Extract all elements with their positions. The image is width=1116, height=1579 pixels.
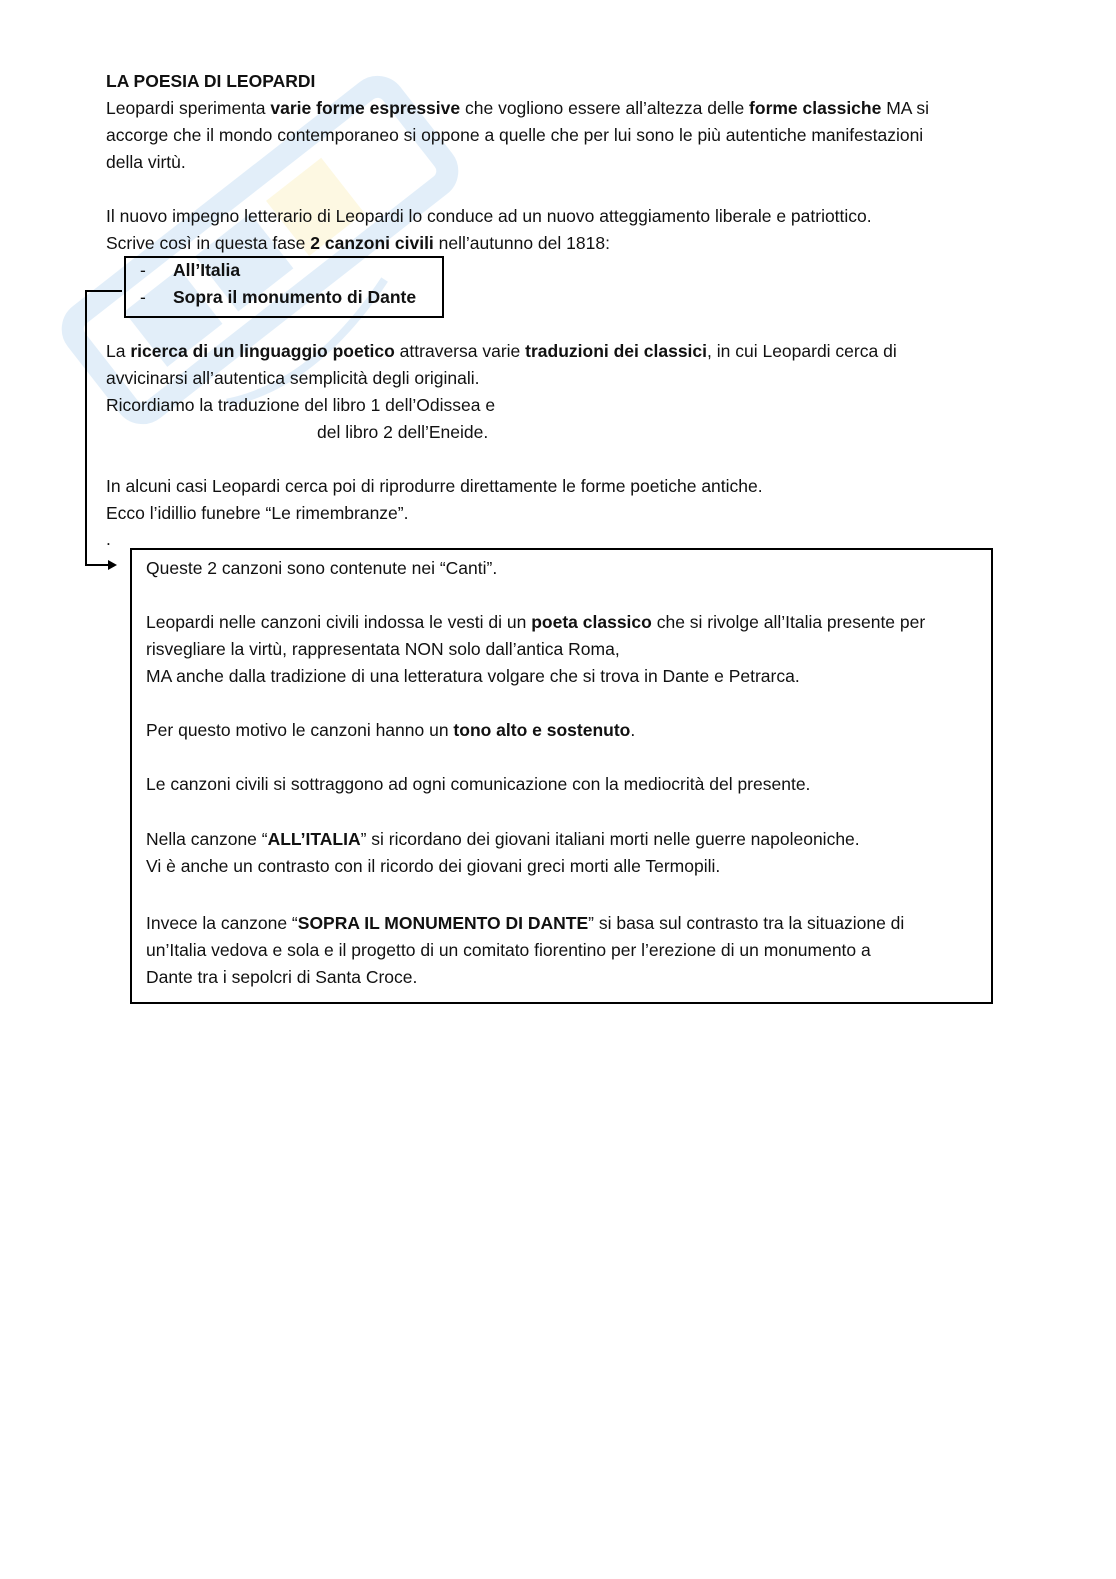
paragraph-line: Ecco l’idillio funebre “Le rimembranze”.	[106, 503, 409, 523]
paragraph-line: Leopardi sperimenta varie forme espressive che vogliono essere all’altezza delle forme classiche MA si	[106, 98, 929, 118]
box-line: Dante tra i sepolcri di Santa Croce.	[146, 967, 418, 987]
box-line: un’Italia vedova e sola e il progetto di un comitato fiorentino per l’erezione di un monumento a	[146, 940, 871, 960]
box-line: risvegliare la virtù, rappresentata NON solo dall’antica Roma,	[146, 639, 620, 659]
box-line: Vi è anche un contrasto con il ricordo dei giovani greci morti alle Termopili.	[146, 856, 721, 876]
page-title: LA POESIA DI LEOPARDI	[106, 71, 316, 91]
list-item: Sopra il monumento di Dante	[173, 287, 417, 307]
paragraph-line: In alcuni casi Leopardi cerca poi di riprodurre direttamente le forme poetiche antiche.	[106, 476, 763, 496]
box-line: MA anche dalla tradizione di una letteratura volgare che si trova in Dante e Petrarca.	[146, 666, 800, 686]
paragraph-line: La ricerca di un linguaggio poetico attraversa varie traduzioni dei classici, in cui Leopardi cerca di	[106, 341, 897, 361]
box-line: Le canzoni civili si sottraggono ad ogni comunicazione con la mediocrità del presente.	[146, 774, 811, 794]
paragraph-line: Il nuovo impegno letterario di Leopardi lo conduce ad un nuovo atteggiamento liberale e patriottico.	[106, 206, 872, 226]
box-line: Invece la canzone “SOPRA IL MONUMENTO DI DANTE” si basa sul contrasto tra la situazione di	[146, 913, 905, 933]
box-line: Queste 2 canzoni sono contenute nei “Canti”.	[146, 558, 498, 578]
box-line: Per questo motivo le canzoni hanno un tono alto e sostenuto.	[146, 720, 636, 740]
list-bullet: -	[140, 287, 146, 307]
list-bullet: -	[140, 260, 146, 280]
list-item: All’Italia	[173, 260, 241, 280]
paragraph-line: della virtù.	[106, 152, 186, 172]
paragraph-line: Ricordiamo la traduzione del libro 1 dell’Odissea e	[106, 395, 496, 415]
paragraph-line: avvicinarsi all’autentica semplicità degli originali.	[106, 368, 480, 388]
paragraph-line: del libro 2 dell’Eneide.	[317, 422, 489, 442]
paragraph-line: .	[106, 529, 111, 549]
paragraph-line: accorge che il mondo contemporaneo si oppone a quelle che per lui sono le più autentiche manifestazioni	[106, 125, 924, 145]
paragraph-line: Scrive così in questa fase 2 canzoni civili nell’autunno del 1818:	[106, 233, 610, 253]
box-line: Leopardi nelle canzoni civili indossa le vesti di un poeta classico che si rivolge all’Italia presente per	[146, 612, 926, 632]
box-line: Nella canzone “ALL’ITALIA” si ricordano dei giovani italiani morti nelle guerre napoleoniche.	[146, 829, 860, 849]
